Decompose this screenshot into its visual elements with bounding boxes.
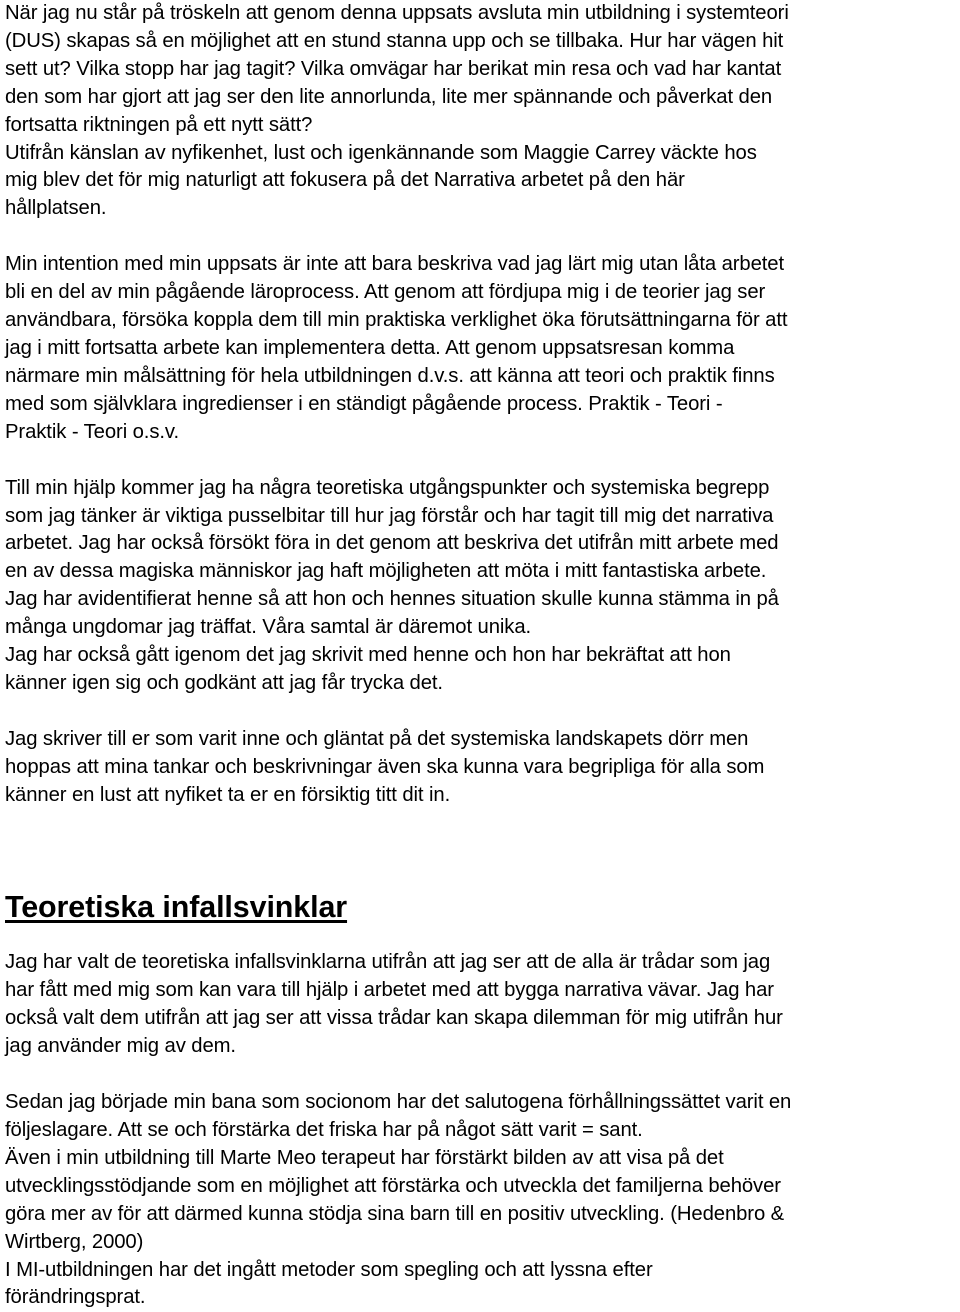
paragraph-spacer bbox=[5, 921, 957, 949]
paragraph-intention: Min intention med min uppsats är inte att bara beskriva vad jag lärt mig utan låta arbetet bli en del av min pågående läroprocess. Att genom att fördjupa mig i de teorier jag ser användbara, försöka koppla dem till min praktiska verklighet öka förutsättningarna för att jag i mitt fortsatta arbete kan implementera detta. Att genom uppsatsresan komma närmare min målsättning för hela utbildningen d.v.s. att känna att teori och praktik finns med som självklara ingredienser i en ständigt pågående process. Praktik - Teori - Praktik - Teori o.s.v. bbox=[5, 253, 788, 443]
section-spacer bbox=[5, 810, 957, 894]
paragraph-spacer bbox=[5, 1061, 957, 1089]
paragraph-audience: Jag skriver till er som varit inne och gläntat på det systemiska landskapets dörr men hoppas att mina tankar och beskrivningar även ska kunna vara begripliga för alla som känner en lust att nyfiket ta er en försiktig titt dit in. bbox=[5, 727, 765, 806]
paragraph-spacer bbox=[5, 698, 957, 726]
paragraph-angles: Jag har valt de teoretiska infallsvinklarna utifrån att jag ser att de alla är trådar som jag har fått med mig som kan vara till hjälp i arbetet med att bygga narrativa vävar. Jag har också valt dem utifrån att jag ser att vissa trådar kan skapa dilemman för mig utifrån hur jag använder mig av dem. bbox=[5, 951, 783, 1058]
document-page bbox=[5, 0, 957, 1312]
paragraph-spacer bbox=[5, 447, 957, 475]
paragraph-help: Till min hjälp kommer jag ha några teoretiska utgångspunkter och systemiska begrepp som jag tänker är viktiga pusselbitar till hur jag förstår och har tagit till mig det narrativa arbetet. Jag har också försökt föra in det genom att beskriva det utifrån mitt arbete med en av dessa magiska människor jag haft möjligheten att möta i mitt fantastiska arbete. Jag har avidentifierat henne så att hon och hennes situation skulle kunna stämma in på många ungdomar jag träffat. Våra samtal är däremot unika. Jag har också gått igenom det jag skrivit med henne och hon har bekräftat att hon känner igen sig och godkänt att jag får trycka det. bbox=[5, 476, 779, 694]
paragraph-spacer bbox=[5, 223, 957, 251]
section-heading: Teoretiska infallsvinklar bbox=[5, 889, 348, 924]
paragraph-intro: När jag nu står på tröskeln att genom denna uppsats avsluta min utbildning i systemteori (DUS) skapas så en möjlighet att en stund stanna upp och se tillbaka. Hur har vägen hit sett ut? Vilka stopp har jag tagit? Vilka omvägar har berikat min resa och vad har kantat den som har gjort att jag ser den lite annorlunda, lite mer spännande och påverkat den fortsatta riktningen på ett nytt sätt? Utifrån känslan av nyfikenhet, lust och igenkännande som Maggie Carrey väckte hos mig blev det för mig naturligt att fokusera på det Narrativa arbetet på den här hållplatsen. bbox=[5, 2, 789, 220]
paragraph-salutogenic: Sedan jag började min bana som socionom har det salutogena förhållningssättet varit en följeslagare. Att se och förstärka det friska har på något sätt varit = sant. Även i min utbildning till Marte Meo terapeut har förstärkt bilden av att visa på det utvecklingsstödjande som en möjlighet att förstärka och utveckla det familjerna behöver göra mer av för att därmed kunna stödja sina barn till en positiv utveckling. (Hedenbro & Wirtberg, 2000) I MI-utbildningen har det ingått metoder som spegling och att lyssna efter förändringsprat. bbox=[5, 1091, 792, 1309]
